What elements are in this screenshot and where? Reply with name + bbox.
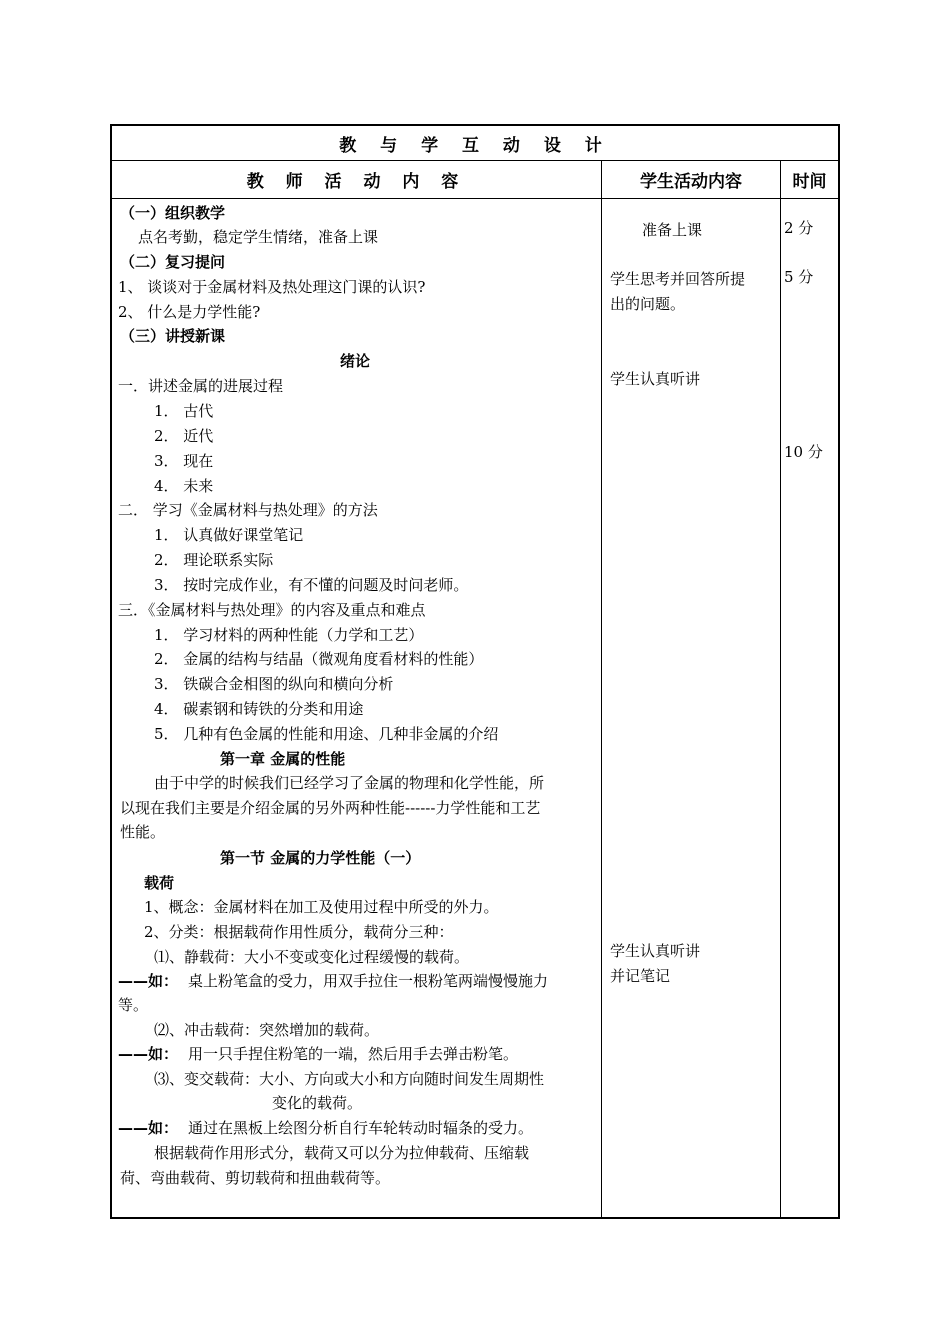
list-item: 3． 铁碳合金相图的纵向和横向分析 — [154, 675, 394, 693]
text-line: 1、概念：金属材料在加工及使用过程中所受的外力。 — [144, 898, 499, 916]
chapter-heading: 第一章 金属的性能 — [220, 750, 346, 768]
student-activity: 学生认真听讲 — [610, 370, 701, 388]
example-label: ——如： — [118, 1119, 179, 1137]
header-teacher-activity: 教 师 活 动 内 容 — [246, 172, 467, 192]
column-divider — [601, 161, 602, 1217]
text-line: 点名考勤，稳定学生情绪，准备上课 — [138, 228, 379, 246]
column-divider — [780, 161, 781, 1217]
list-item: 2． 金属的结构与结晶（微观角度看材料的性能） — [154, 650, 484, 668]
text-line: 等。 — [118, 996, 149, 1014]
header-row — [112, 161, 838, 199]
lesson-table — [110, 124, 840, 1219]
paragraph-line: 由于中学的时候我们已经学习了金属的物理和化学性能，所 — [154, 774, 545, 792]
list-item: 2． 近代 — [154, 427, 214, 445]
text-line: 通过在黑板上绘图分析自行车轮转动时辐条的受力。 — [188, 1119, 534, 1137]
list-item: 4． 未来 — [154, 477, 214, 495]
section-heading: 第一节 金属的力学性能（一） — [220, 849, 421, 867]
text-line: ⑴、静载荷：大小不变或变化过程缓慢的载荷。 — [154, 948, 470, 966]
student-activity: 学生认真听讲 — [610, 942, 701, 960]
list-item: 5． 几种有色金属的性能和用途、几种非金属的介绍 — [154, 725, 499, 743]
paragraph-line: 性能。 — [120, 823, 166, 841]
list-item: 4． 碳素钢和铸铁的分类和用途 — [154, 700, 364, 718]
list-item: 2． 理论联系实际 — [154, 551, 274, 569]
text-line: ⑶、变交载荷：大小、方向或大小和方向随时间发生周期性 — [154, 1070, 545, 1088]
table-title: 教 与 学 互 动 设 计 — [112, 126, 838, 161]
example-label: ——如： — [118, 972, 179, 990]
time-value: 2 分 — [784, 219, 814, 237]
text-line: 1、 谈谈对于金属材料及热处理这门课的认识? — [118, 278, 426, 296]
paragraph-line: 以现在我们主要是介绍金属的另外两种性能------力学性能和工艺 — [120, 799, 541, 817]
header-student-activity: 学生活动内容 — [640, 172, 742, 192]
paragraph-line: 荷、弯曲载荷、剪切载荷和扭曲载荷等。 — [120, 1169, 391, 1187]
section-heading: 绪论 — [340, 352, 371, 370]
example-label: ——如： — [118, 1045, 179, 1063]
text-line: 桌上粉笔盒的受力，用双手拉住一根粉笔两端慢慢施力 — [188, 972, 549, 990]
text-line: 三．《金属材料与热处理》的内容及重点和难点 — [118, 601, 426, 619]
list-item: 3． 按时完成作业，有不懂的问题及时问老师。 — [154, 576, 469, 594]
paragraph-line: 根据载荷作用形式分，载荷又可以分为拉伸载荷、压缩载 — [154, 1144, 530, 1162]
student-activity: 出的问题。 — [610, 295, 686, 313]
text-line: 用一只手捏住粉笔的一端，然后用手去弹击粉笔。 — [188, 1045, 519, 1063]
student-activity: 并记笔记 — [610, 967, 671, 985]
text-line: 一．讲述金属的进展过程 — [118, 377, 284, 395]
time-value: 10 分 — [784, 443, 823, 461]
list-item: 1． 认真做好课堂笔记 — [154, 526, 304, 544]
list-item: 1． 学习材料的两种性能（力学和工艺） — [154, 626, 424, 644]
text-line: 二． 学习《金属材料与热处理》的方法 — [118, 501, 378, 519]
time-value: 5 分 — [784, 268, 814, 286]
student-activity: 学生思考并回答所提 — [610, 270, 746, 288]
list-item: 3． 现在 — [154, 452, 214, 470]
text-line: 2、 什么是力学性能? — [118, 303, 261, 321]
student-activity: 准备上课 — [642, 221, 703, 239]
text-line: ⑵、冲击载荷：突然增加的载荷。 — [154, 1021, 380, 1039]
list-item: 1． 古代 — [154, 402, 214, 420]
text-line: 变化的载荷。 — [272, 1094, 363, 1112]
section-heading: （二）复习提问 — [120, 253, 226, 271]
section-heading: （一）组织教学 — [120, 204, 226, 222]
text-line: 2、分类：根据载荷作用性质分，载荷分三种： — [144, 923, 454, 941]
subheading: 载荷 — [144, 874, 175, 892]
section-heading: （三）讲授新课 — [120, 327, 226, 345]
header-time: 时间 — [792, 172, 827, 192]
